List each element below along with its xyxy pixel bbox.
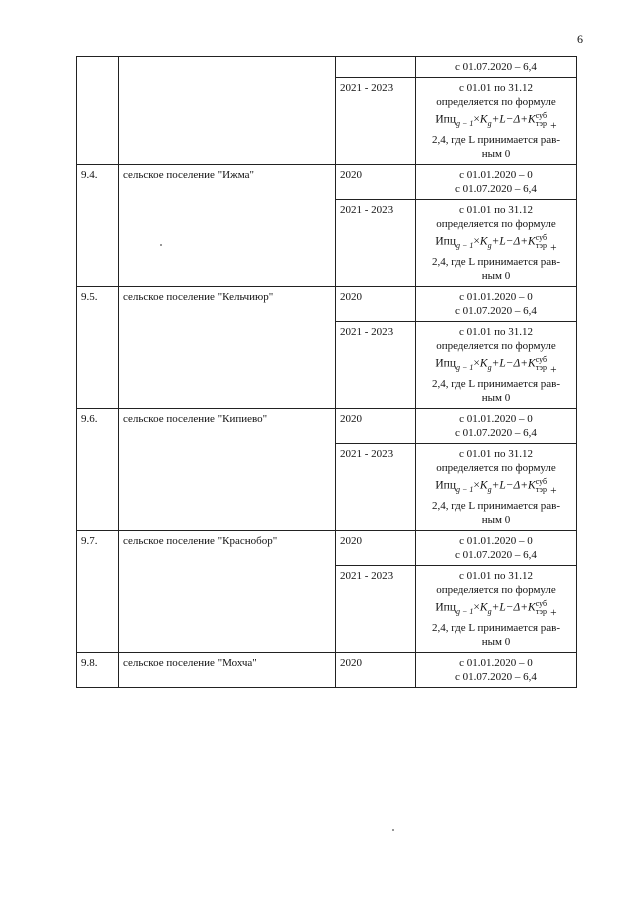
table-row	[77, 652, 577, 687]
value-line: 2,4, где L принимается рав-	[431, 621, 561, 634]
formula-plus-k: +K	[520, 235, 536, 248]
formula-sub-g: g	[487, 606, 492, 616]
value-line: с 01.01.2020 – 0	[459, 290, 533, 303]
formula-ipts: Ипц	[435, 479, 456, 492]
formula-times: ×	[473, 235, 480, 248]
settlement-name: сельское поселение "Краснобор"	[119, 530, 336, 652]
value-line: 2,4, где L принимается рав-	[431, 499, 561, 512]
value-line: с 01.07.2020 – 6,4	[455, 304, 537, 317]
formula-times: ×	[473, 357, 480, 370]
value-line: с 01.07.2020 – 6,4	[455, 548, 537, 561]
formula-sub-g: g	[487, 240, 492, 250]
value-line: 2,4, где L принимается рав-	[431, 255, 561, 268]
settlement-name: сельское поселение "Ижма"	[119, 164, 336, 286]
item-number: 9.8.	[77, 652, 119, 687]
index-value	[416, 565, 577, 652]
formula-minus-delta: −Δ	[505, 357, 521, 370]
value-line: с 01.01.2020 – 0	[459, 656, 533, 669]
formula-k-indices	[536, 478, 547, 494]
period-year: 2020	[336, 164, 416, 199]
formula-k-indices	[536, 356, 547, 372]
formula-k: K	[479, 113, 488, 126]
settlement-name: сельское поселение "Мохча"	[119, 652, 336, 687]
value-line: с 01.01 по 31.12	[458, 203, 534, 216]
value-line: с 01.01 по 31.12	[458, 447, 534, 460]
price-formula	[420, 112, 572, 131]
settlement-name: сельское поселение "Кипиево"	[119, 408, 336, 530]
value-line: определяется по формуле	[436, 583, 556, 596]
formula-sub-ter: тэр	[535, 484, 547, 494]
price-formula	[420, 600, 572, 619]
index-value	[416, 443, 577, 530]
formula-times: ×	[473, 113, 480, 126]
price-formula	[420, 356, 572, 375]
formula-times: ×	[473, 601, 480, 614]
formula-minus-delta: −Δ	[505, 235, 521, 248]
formula-trailing-plus: +	[550, 119, 557, 132]
formula-minus-delta: −Δ	[505, 601, 521, 614]
index-value	[416, 199, 577, 286]
period-year: 2020	[336, 530, 416, 565]
value-line: ным 0	[481, 635, 511, 648]
value-line: с 01.01.2020 – 0	[459, 412, 533, 425]
formula-k-indices	[536, 600, 547, 616]
formula-sub-g: g	[487, 484, 492, 494]
formula-times: ×	[473, 479, 480, 492]
index-value	[416, 530, 577, 565]
formula-trailing-plus: +	[550, 241, 557, 254]
formula-ipts: Ипц	[435, 235, 456, 248]
formula-k: K	[479, 357, 488, 370]
scan-speck	[392, 829, 394, 831]
value-line: с 01.01 по 31.12	[458, 569, 534, 582]
tariff-table-body	[77, 57, 577, 688]
formula-trailing-plus: +	[550, 607, 557, 620]
formula-k: K	[479, 235, 488, 248]
formula-sub-g-1: g − 1	[456, 118, 474, 128]
period-year: 2021 - 2023	[336, 321, 416, 408]
table-row	[77, 530, 577, 565]
value-line: с 01.01.2020 – 0	[459, 168, 533, 181]
value-line: ным 0	[481, 391, 511, 404]
formula-ipts: Ипц	[435, 113, 456, 126]
formula-sup-sub: суб	[535, 232, 548, 242]
index-value	[416, 57, 577, 78]
table-row	[77, 57, 577, 78]
table-row	[77, 164, 577, 199]
item-number: 9.6.	[77, 408, 119, 530]
period-year: 2021 - 2023	[336, 565, 416, 652]
value-line: определяется по формуле	[436, 461, 556, 474]
formula-sub-g-1: g − 1	[456, 240, 474, 250]
table-row	[77, 286, 577, 321]
period-year: 2020	[336, 408, 416, 443]
period-year: 2020	[336, 286, 416, 321]
index-value	[416, 408, 577, 443]
formula-ipts: Ипц	[435, 357, 456, 370]
formula-sub-g-1: g − 1	[456, 606, 474, 616]
value-line: определяется по формуле	[436, 96, 556, 108]
formula-sub-g-1: g − 1	[456, 484, 474, 494]
formula-plus-l: +L	[491, 235, 506, 248]
value-line: с 01.07.2020 – 6,4	[455, 670, 537, 683]
formula-k-indices	[536, 234, 547, 250]
value-line: 2,4, где L принимается рав-	[431, 133, 561, 146]
value-line: ным 0	[481, 147, 511, 160]
period-year: 2020	[336, 652, 416, 687]
formula-minus-delta: −Δ	[505, 479, 521, 492]
formula-sub-g: g	[487, 362, 492, 372]
value-line: с 01.07.2020 – 6,4	[455, 426, 537, 439]
value-line: ным 0	[481, 513, 511, 526]
formula-minus-delta: −Δ	[505, 113, 521, 126]
value-line: определяется по формуле	[436, 339, 556, 352]
formula-sub-ter: тэр	[535, 240, 547, 250]
item-number: 9.7.	[77, 530, 119, 652]
formula-plus-k: +K	[520, 601, 536, 614]
formula-sub-ter: тэр	[535, 119, 547, 128]
value-line: с 01.01.2020 – 0	[459, 534, 533, 547]
scan-speck	[160, 244, 162, 246]
value-line: ным 0	[481, 269, 511, 282]
formula-sup-sub: суб	[535, 598, 548, 608]
formula-sup-sub: суб	[535, 111, 548, 120]
formula-sub-ter: тэр	[535, 606, 547, 616]
formula-k: K	[479, 601, 488, 614]
index-value	[416, 78, 577, 165]
formula-plus-l: +L	[491, 479, 506, 492]
formula-plus-l: +L	[491, 113, 506, 126]
formula-sub-g: g	[487, 118, 492, 128]
formula-sub-ter: тэр	[535, 362, 547, 372]
tariff-table	[76, 56, 577, 688]
formula-k: K	[479, 479, 488, 492]
formula-trailing-plus: +	[550, 485, 557, 498]
value-line: с 01.01 по 31.12	[458, 325, 534, 338]
formula-plus-k: +K	[520, 479, 536, 492]
period-year: 2021 - 2023	[336, 443, 416, 530]
settlement-name: сельское поселение "Кельчиюр"	[119, 286, 336, 408]
index-value	[416, 164, 577, 199]
formula-k-indices	[536, 112, 547, 128]
item-number: 9.4.	[77, 164, 119, 286]
period-year	[336, 57, 416, 78]
value-line: с 01.07.2020 – 6,4	[455, 182, 537, 195]
value-line: с 01.01 по 31.12	[458, 82, 534, 94]
index-value	[416, 652, 577, 687]
period-year: 2021 - 2023	[336, 199, 416, 286]
value-line: определяется по формуле	[436, 217, 556, 230]
formula-plus-l: +L	[491, 357, 506, 370]
item-number	[77, 57, 119, 165]
value-line: с 01.07.2020 – 6,4	[455, 61, 537, 73]
formula-plus-l: +L	[491, 601, 506, 614]
period-year: 2021 - 2023	[336, 78, 416, 165]
formula-sub-g-1: g − 1	[456, 362, 474, 372]
formula-plus-k: +K	[520, 357, 536, 370]
value-line: 2,4, где L принимается рав-	[431, 377, 561, 390]
index-value	[416, 321, 577, 408]
index-value	[416, 286, 577, 321]
table-row	[77, 408, 577, 443]
formula-trailing-plus: +	[550, 363, 557, 376]
price-formula	[420, 234, 572, 253]
settlement-name	[119, 57, 336, 165]
formula-sup-sub: суб	[535, 354, 548, 364]
formula-sup-sub: суб	[535, 476, 548, 486]
page-number: 6	[577, 32, 583, 46]
price-formula	[420, 478, 572, 497]
item-number: 9.5.	[77, 286, 119, 408]
formula-ipts: Ипц	[435, 601, 456, 614]
formula-plus-k: +K	[520, 113, 536, 126]
